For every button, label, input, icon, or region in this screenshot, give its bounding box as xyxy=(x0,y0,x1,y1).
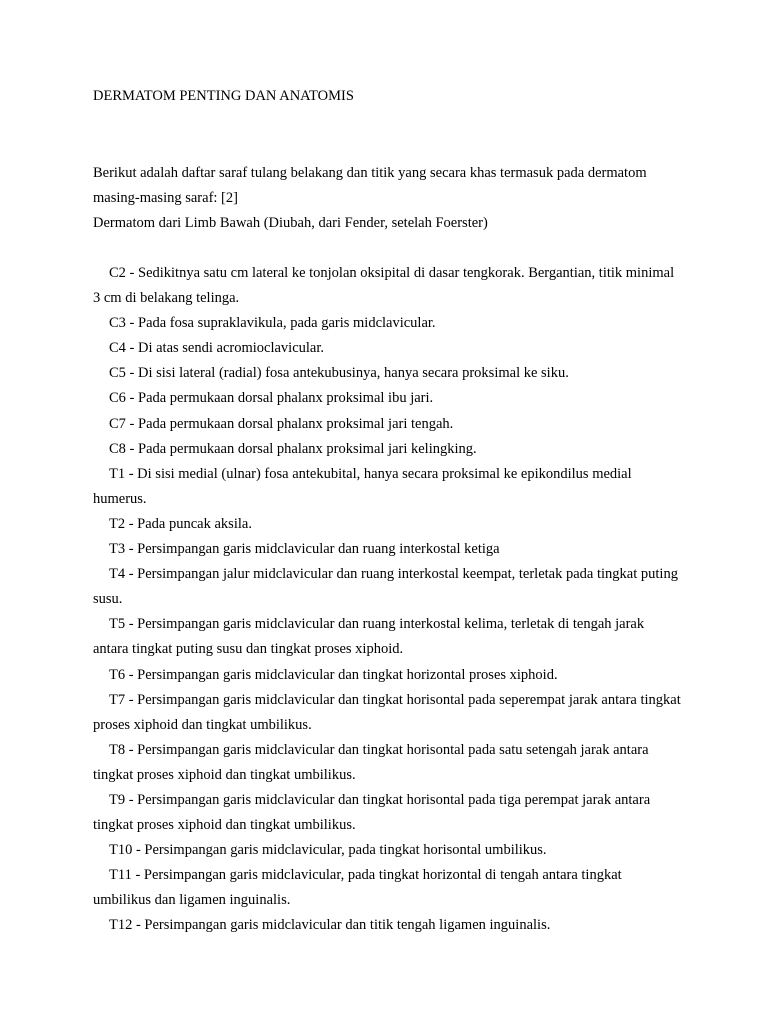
dermatome-entry-c8: C8 - Pada permukaan dorsal phalanx proksimal jari kelingking. xyxy=(109,440,477,457)
dermatome-entry-t5: T5 - Persimpangan garis midclavicular dan ruang interkostal kelima, terletak di tengah jarak antara tingkat puting susu dan tingkat proses xiphoid. xyxy=(93,616,645,658)
dermatome-entry-t12: T12 - Persimpangan garis midclavicular dan titik tengah ligamen inguinalis. xyxy=(109,917,551,934)
dermatome-entry-t2: T2 - Pada puncak aksila. xyxy=(109,515,252,532)
dermatome-entry-c4: C4 - Di atas sendi acromioclavicular. xyxy=(109,340,325,357)
dermatome-entry-c6: C6 - Pada permukaan dorsal phalanx proksimal ibu jari. xyxy=(109,390,434,407)
document-title: DERMATOM PENTING DAN ANATOMIS xyxy=(93,88,354,104)
dermatome-entry-t10: T10 - Persimpangan garis midclavicular, pada tingkat horisontal umbilikus. xyxy=(109,842,547,859)
dermatome-entry-c5: C5 - Di sisi lateral (radial) fosa antekubusinya, hanya secara proksimal ke siku. xyxy=(109,365,569,382)
dermatome-entry-t6: T6 - Persimpangan garis midclavicular dan tingkat horizontal proses xiphoid. xyxy=(109,666,558,683)
intro-paragraph: Berikut adalah daftar saraf tulang belakang dan titik yang secara khas termasuk pada dermatom masing-masing saraf: [2] xyxy=(93,165,647,206)
dermatome-entry-t11: T11 - Persimpangan garis midclavicular, pada tingkat horizontal di tengah antara tingkat umbilikus dan ligamen inguinalis. xyxy=(93,867,622,909)
dermatome-entry-t3: T3 - Persimpangan garis midclavicular dan ruang interkostal ketiga xyxy=(109,541,500,558)
dermatome-entry-c3: C3 - Pada fosa supraklavikula, pada garis midclavicular. xyxy=(109,315,436,332)
dermatome-entry-t4: T4 - Persimpangan jalur midclavicular dan ruang interkostal keempat, terletak pada tingkat puting susu. xyxy=(93,566,678,608)
dermatome-entry-t1: T1 - Di sisi medial (ulnar) fosa antekubital, hanya secara proksimal ke epikondilus medial humerus. xyxy=(93,465,632,507)
dermatome-entry-c7: C7 - Pada permukaan dorsal phalanx proksimal jari tengah. xyxy=(109,415,454,432)
intro-section xyxy=(93,161,693,236)
dermatome-entry-t9: T9 - Persimpangan garis midclavicular dan tingkat horisontal pada tiga perempat jarak antara tingkat proses xiphoid dan tingkat umbilikus. xyxy=(93,791,651,834)
dermatome-list xyxy=(93,261,683,939)
dermatome-entry-t8: T8 - Persimpangan garis midclavicular dan tingkat horisontal pada satu setengah jarak antara tingkat proses xiphoid dan tingkat umbilikus. xyxy=(93,741,649,783)
dermatome-entry-c2: C2 - Sedikitnya satu cm lateral ke tonjolan oksipital di dasar tengkorak. Bergantian, titik minimal 3 cm di belakang telinga. xyxy=(93,265,675,307)
dermatome-entry-t7: T7 - Persimpangan garis midclavicular dan tingkat horisontal pada seperempat jarak antara tingkat proses xiphoid dan tingkat umbilikus. xyxy=(93,691,681,733)
intro-subtitle: Dermatom dari Limb Bawah (Diubah, dari Fender, setelah Foerster) xyxy=(93,215,488,231)
